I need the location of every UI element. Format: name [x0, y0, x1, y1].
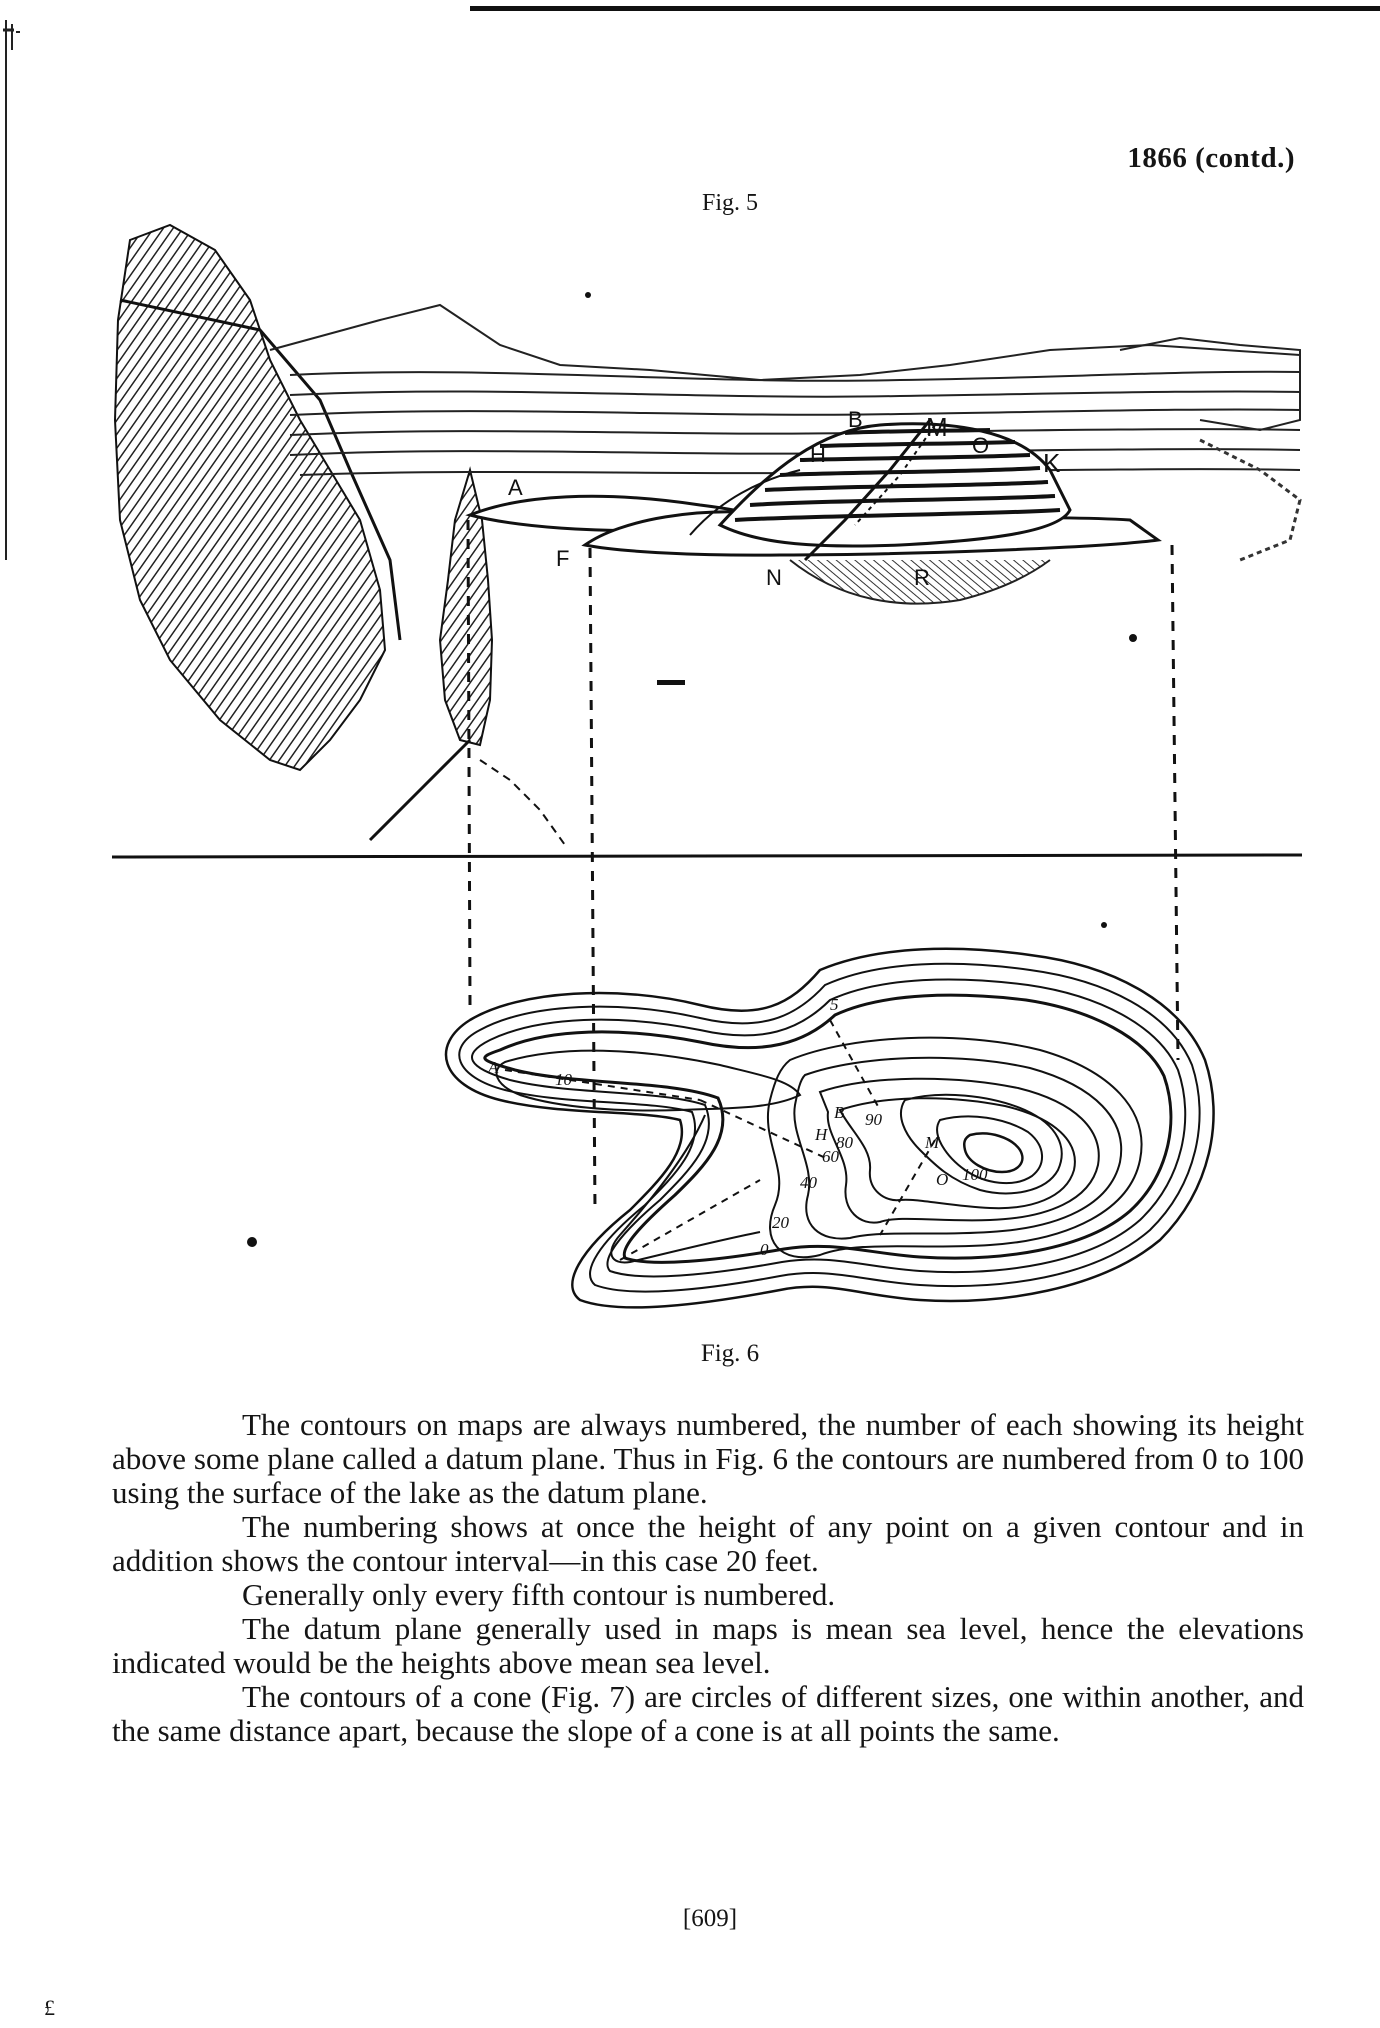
- paragraph-1: The contours on maps are always numbered, the number of each showing its height above some plane called a datum plane. Thus in Fig. 6 the contours are numbered from 0 to 100 using the surface of the lake as the datum plane.: [112, 1407, 1304, 1510]
- paragraph-2: The numbering shows at once the height of any point on a given contour and in addition shows the contour interval—in this case 20 feet.: [112, 1509, 1304, 1578]
- fig6-num-20: 20: [772, 1213, 789, 1232]
- fig6-label-b: B: [834, 1103, 845, 1122]
- fig5-label-h: H: [810, 442, 826, 467]
- contour-arm: [497, 1051, 800, 1111]
- fig5-label-m: M: [926, 412, 948, 442]
- fig5-caption: Fig. 5: [701, 190, 758, 216]
- contour-90: [937, 1116, 1042, 1183]
- fig6-num-10: 10: [555, 1070, 572, 1089]
- paragraph-4: The datum plane generally used in maps is mean sea level, hence the elevations indicated would be the heights above mean sea level.: [112, 1611, 1304, 1680]
- stray-mark: £: [44, 1995, 55, 2020]
- page-number: [609]: [682, 1905, 738, 1932]
- paragraph-5: The contours of a cone (Fig. 7) are circles of different sizes, one within another, and the same distance apart, because the slope of a cone is at all points the same.: [112, 1679, 1304, 1748]
- body-text: [112, 1408, 1304, 1748]
- fig6-num-80: 80: [836, 1133, 853, 1152]
- contour-ring-4: [485, 995, 1171, 1262]
- contour-ring-3: [472, 979, 1185, 1276]
- paragraph-3: Generally only every fifth contour is numbered.: [242, 1577, 836, 1612]
- contour-tail: [611, 1115, 760, 1262]
- fig5-label-r: R: [914, 565, 930, 590]
- fig5-label-k: K: [1043, 448, 1061, 478]
- fig6-num-90: 90: [865, 1110, 882, 1129]
- fig6-label-m: M: [925, 1133, 940, 1152]
- fig6-num-0: 0: [760, 1240, 769, 1259]
- fig5-landscape: [115, 225, 1300, 845]
- page-header: 1866 (contd.): [1127, 142, 1295, 174]
- road-line: [370, 740, 470, 840]
- fig6-label-a: A: [488, 1058, 499, 1077]
- fig5-label-o: O: [972, 433, 990, 458]
- fig5-label-n: N: [766, 565, 782, 590]
- fig6-num-40: 40: [800, 1173, 817, 1192]
- fig5-label-b: B: [848, 407, 863, 432]
- path-line: [480, 760, 565, 845]
- datum-line: [112, 855, 1302, 857]
- distant-hills: [270, 305, 1300, 475]
- fig6-num-5: 5: [830, 995, 839, 1014]
- fig6-label-o: O: [936, 1170, 949, 1189]
- top-rule: [470, 6, 1380, 11]
- fig6-num-60: 60: [822, 1147, 839, 1166]
- fig6-num-100: 100: [962, 1165, 988, 1184]
- page-specks: [247, 292, 1137, 1247]
- right-shore-brush: [1200, 440, 1300, 560]
- fig6-caption: Fig. 6: [700, 1340, 760, 1367]
- fig5-label-f: F: [556, 546, 570, 571]
- landscape-and-contour-illustration: [0, 200, 1380, 1330]
- fig5-label-a: A: [508, 475, 523, 500]
- fig6-label-h: H: [815, 1125, 828, 1144]
